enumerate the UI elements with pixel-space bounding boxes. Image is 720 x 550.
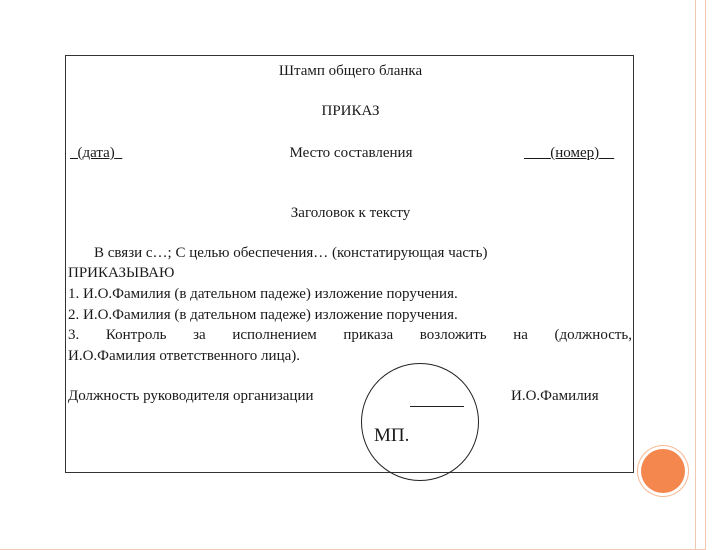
document-title: ПРИКАЗ: [321, 103, 380, 119]
text-heading: Заголовок к тексту: [290, 205, 411, 221]
order-item-2: 2. И.О.Фамилия (в дательном падеже) изложение поручения.: [68, 307, 458, 323]
seal-circle: [361, 363, 479, 481]
number-field: (номер): [550, 145, 600, 161]
signature-position: Должность руководителя организации: [68, 388, 314, 404]
place-field: Место составления: [289, 145, 413, 161]
order-word: ПРИКАЗЫВАЮ: [68, 265, 175, 281]
order-item-3-continued: И.О.Фамилия ответственного лица).: [68, 348, 300, 364]
order-item-1: 1. И.О.Фамилия (в дательном падеже) изложение поручения.: [68, 286, 458, 302]
stamp-header: Штамп общего бланка: [278, 63, 423, 79]
signature-name: И.О.Фамилия: [511, 388, 599, 404]
order-document: [65, 55, 634, 473]
date-field: (дата): [77, 145, 115, 161]
intro-text: В связи с…; С целью обеспечения… (констатирующая часть): [94, 245, 488, 261]
seal-label: МП.: [374, 425, 410, 446]
order-item-3: 3. Контроль за исполнением приказа возложить на (должность,: [68, 327, 632, 343]
accent-circle-icon: [641, 449, 685, 493]
